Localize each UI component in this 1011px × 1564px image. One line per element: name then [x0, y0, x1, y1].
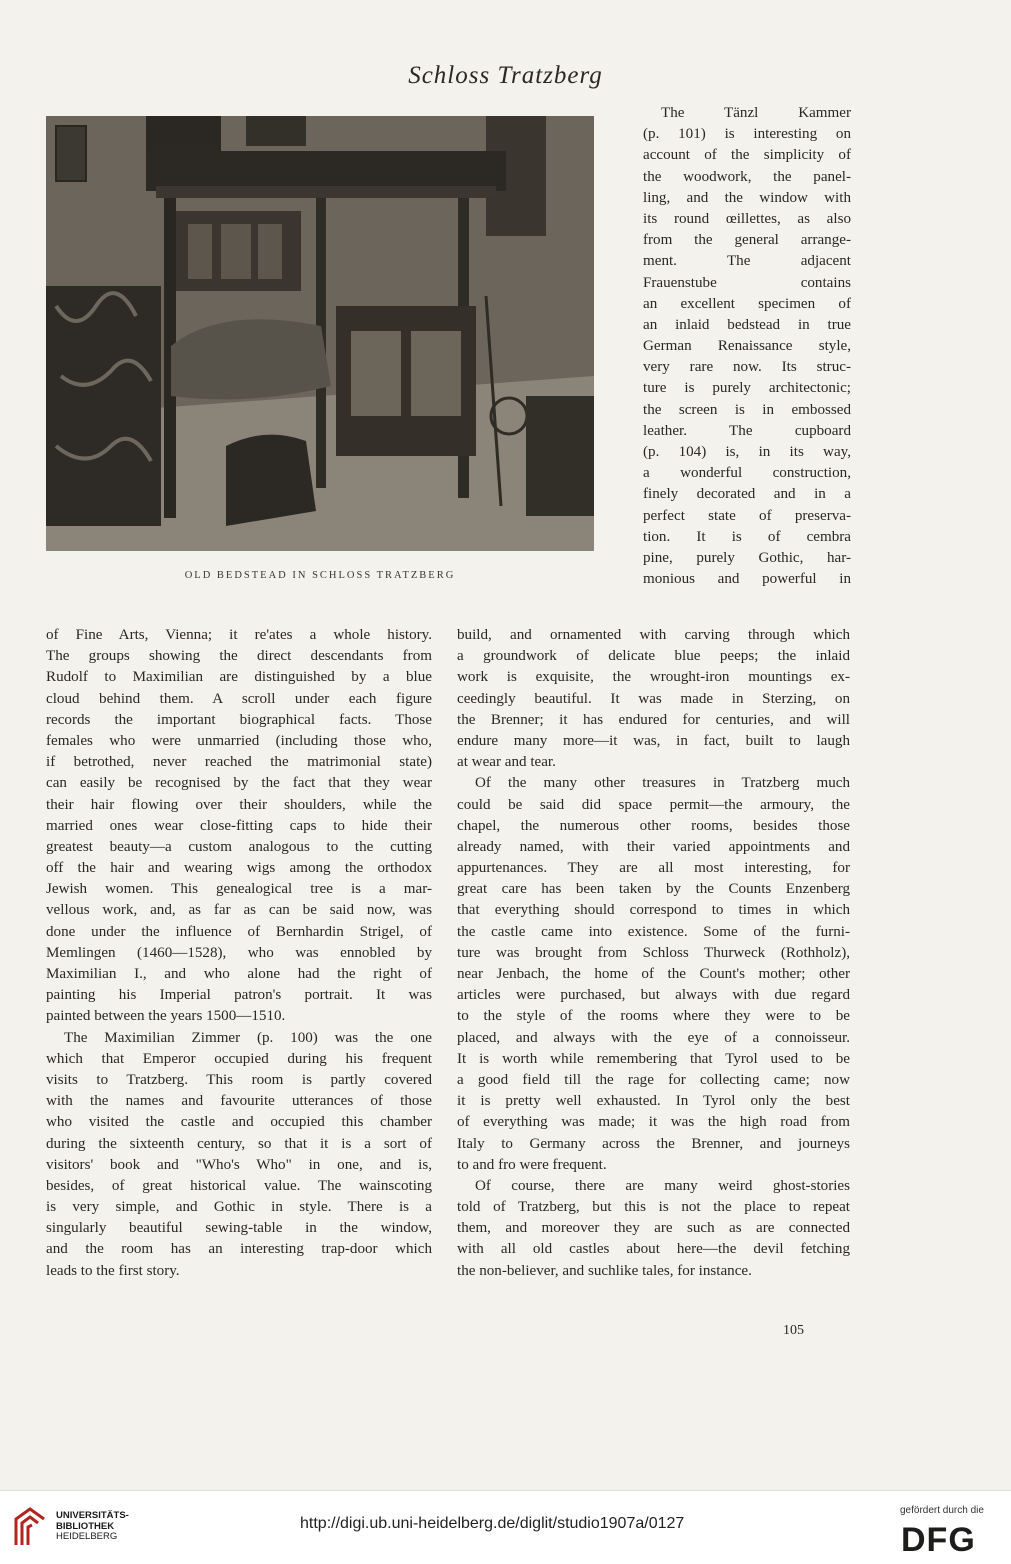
text-line: a good field till the rage for collecting came; now — [457, 1071, 850, 1088]
text-line: females who were unmarried (including those who, — [46, 732, 432, 749]
text-line: a wonderful construction, — [643, 465, 851, 482]
text-line: done under the influence of Bernhardin Strigel, of — [46, 923, 432, 940]
text-line: told of Tratzberg, but this is not the place to repeat — [457, 1199, 850, 1216]
permalink-url[interactable]: http://digi.ub.uni-heidelberg.de/diglit/studio1907a/0127 — [300, 1515, 685, 1532]
text-line: who visited the castle and occupied this chamber — [46, 1114, 432, 1131]
text-line: the Brenner; it has endured for centuries, and will — [457, 711, 850, 728]
text-line: finely decorated and in a — [643, 486, 851, 503]
text-line: could be said did space permit—the armoury, the — [457, 796, 850, 813]
text-line: Of course, there are many weird ghost-stories — [475, 1177, 850, 1194]
text-line: that everything should correspond to times in which — [457, 902, 850, 919]
library-logo-icon — [8, 1505, 52, 1553]
text-line: of Fine Arts, Vienna; it re'ates a whole history. — [46, 627, 432, 643]
text-line: chapel, the numerous other rooms, besides those — [457, 817, 850, 834]
text-line: placed, and always with the eye of a connoisseur. — [457, 1029, 850, 1046]
text-line: tion. It is of cembra — [643, 528, 851, 545]
text-line: endure many more—it was, in fact, built to laugh — [457, 732, 850, 749]
text-line: an inlaid bedstead in true — [643, 316, 851, 333]
text-line: the castle came into existence. Some of the furni- — [457, 923, 850, 940]
text-line: The groups showing the direct descendants from — [46, 648, 432, 665]
text-line: ling, and the window with — [643, 189, 851, 206]
text-line: a groundwork of delicate blue peeps; the inlaid — [457, 648, 850, 665]
text-line: monious and powerful in — [643, 571, 851, 588]
text-line: which that Emperor occupied during his frequent — [46, 1050, 432, 1067]
text-line: is very simple, and Gothic in style. There is a — [46, 1199, 432, 1216]
funded-by-label: gefördert durch die — [900, 1505, 984, 1516]
text-line: them, and moreover they are such as are connected — [457, 1220, 850, 1237]
right-column-top — [643, 103, 851, 590]
text-line: painting his Imperial patron's portrait. It was — [46, 987, 432, 1004]
text-line: account of the simplicity of — [643, 147, 851, 164]
library-line-3: HEIDELBERG — [56, 1531, 118, 1542]
running-header: Schloss Tratzberg — [408, 62, 603, 89]
text-line: off the hair and wearing wigs among the orthodox — [46, 860, 432, 877]
text-line: ment. The adjacent — [643, 253, 851, 270]
bedstead-photograph — [46, 116, 594, 551]
text-line: ture was brought from Schloss Thurweck (Rothholz), — [457, 944, 850, 961]
text-line: work is exquisite, the wrought-iron mountings ex- — [457, 669, 850, 686]
text-line: besides, of great historical value. The wainscoting — [46, 1177, 432, 1194]
text-line: (p. 104) is, in its way, — [643, 444, 851, 460]
text-line: and the room has an interesting trap-door which — [46, 1241, 432, 1258]
text-line: at wear and tear. — [457, 754, 556, 771]
text-line: to the style of the rooms where they were to be — [457, 1008, 850, 1025]
text-line: It is worth while remembering that Tyrol used to be — [457, 1050, 850, 1067]
text-line: the screen is in embossed — [643, 401, 851, 418]
text-line: already named, with their varied appointments and — [457, 838, 850, 855]
text-line: very rare now. Its struc- — [643, 359, 851, 376]
text-line: ceedingly beautiful. It was made in Sterzing, on — [457, 690, 850, 707]
text-line: visitors' book and "Who's Who" in one, and is, — [46, 1156, 432, 1173]
text-line: appurtenances. They are all most interesting, for — [457, 860, 850, 877]
text-line: Italy to Germany across the Brenner, and journeys — [457, 1135, 850, 1152]
dfg-logo: DFG — [901, 1521, 976, 1559]
text-line: Of the many other treasures in Tratzberg much — [475, 775, 850, 792]
page-number: 105 — [783, 1323, 804, 1338]
text-line: Maximilian I., and who alone had the right of — [46, 966, 432, 982]
text-line: from the general arrange- — [643, 232, 851, 249]
text-line: articles were purchased, but always with due regard — [457, 987, 850, 1004]
text-line: leather. The cupboard — [643, 422, 851, 439]
library-line-2: BIBLIOTHEK — [56, 1520, 115, 1532]
footer-bar — [0, 1490, 1011, 1564]
text-line: great care has been taken by the Counts Enzenberg — [457, 881, 850, 898]
text-line: with the names and favourite utterances of those — [46, 1093, 432, 1110]
text-line: during the sixteenth century, so that it is a sort of — [46, 1135, 432, 1152]
text-line: their hair flowing over their shoulders, while the — [46, 796, 432, 813]
text-line: vellous work, and, as far as can be said now, was — [46, 902, 432, 919]
text-line: its round œillettes, as also — [643, 210, 851, 227]
text-line: it is pretty well exhausted. In Tyrol only the best — [457, 1093, 850, 1110]
text-line: (p. 101) is interesting on — [643, 126, 851, 143]
text-line: leads to the first story. — [46, 1262, 180, 1279]
text-line: Memlingen (1460—1528), who was ennobled by — [46, 944, 432, 961]
text-line: German Renaissance style, — [643, 338, 851, 355]
text-line: an excellent specimen of — [643, 295, 851, 312]
text-line: The Tänzl Kammer — [661, 105, 851, 121]
text-line: of everything was made; it was the high road from — [457, 1114, 850, 1131]
text-line: cloud behind them. A scroll under each figure — [46, 690, 432, 707]
library-line-1: UNIVERSITÄTS- — [56, 1510, 129, 1521]
text-line: The Maximilian Zimmer (p. 100) was the one — [64, 1029, 432, 1046]
text-line: build, and ornamented with carving through which — [457, 627, 850, 643]
text-line: married ones wear close-fitting caps to hide their — [46, 817, 432, 834]
text-line: near Jenbach, the home of the Count's mother; other — [457, 966, 850, 982]
text-line: with all old castles about here—the devil fetching — [457, 1241, 850, 1258]
text-line: painted between the years 1500—1510. — [46, 1008, 286, 1025]
text-line: records the important biographical facts. Those — [46, 711, 432, 728]
text-line: greatest beauty—a custom analogous to the cutting — [46, 838, 432, 855]
text-line: to and fro were frequent. — [457, 1156, 607, 1173]
figure-caption: OLD BEDSTEAD IN SCHLOSS TRATZBERG — [184, 570, 456, 581]
text-line: visits to Tratzberg. This room is partly covered — [46, 1071, 432, 1088]
text-line: can easily be recognised by the fact that they wear — [46, 775, 432, 792]
right-column — [457, 625, 850, 1282]
text-line: Rudolf to Maximilian are distinguished by a blue — [46, 669, 432, 686]
text-line: Frauenstube contains — [643, 274, 851, 291]
text-line: Jewish women. This genealogical tree is a mar- — [46, 881, 432, 898]
text-line: ture is purely architectonic; — [643, 380, 851, 397]
text-line: the woodwork, the panel- — [643, 168, 851, 185]
library-name — [56, 1511, 129, 1543]
text-line: pine, purely Gothic, har- — [643, 549, 851, 566]
text-line: singularly beautiful sewing-table in the window, — [46, 1220, 432, 1237]
text-line: if betrothed, never reached the matrimonial state) — [46, 754, 432, 771]
text-line: the non-believer, and suchlike tales, for instance. — [457, 1262, 752, 1279]
text-line: perfect state of preserva- — [643, 507, 851, 524]
left-column — [46, 625, 432, 1282]
